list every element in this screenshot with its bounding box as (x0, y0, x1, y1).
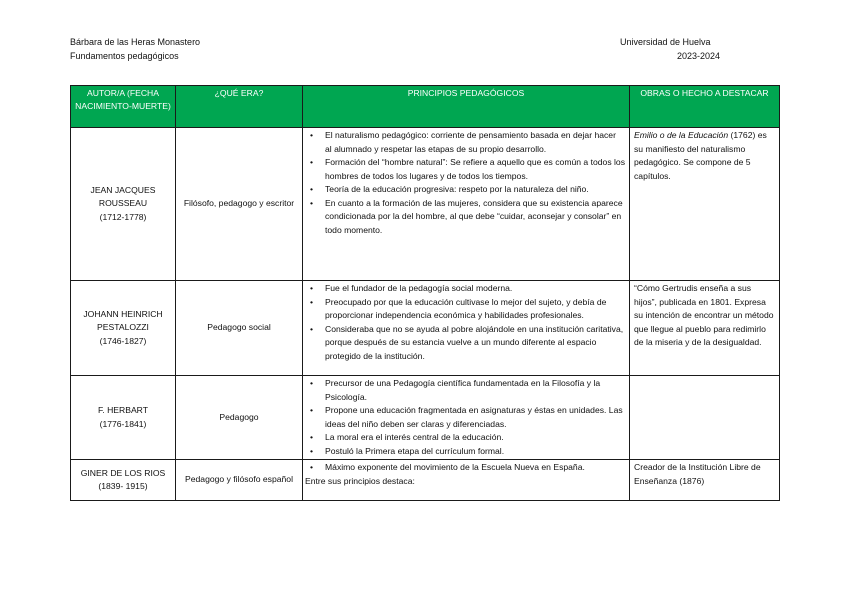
column-header-works: OBRAS O HECHO A DESTACAR (630, 86, 780, 128)
author-name: GINER DE LOS RIOS (80, 467, 166, 478)
principle-item: • La moral era el interés central de la educación. (325, 431, 625, 445)
header-left (70, 35, 200, 63)
column-header-author: AUTOR/A (FECHA NACIMIENTO-MUERTE) (71, 86, 176, 128)
author-dates: (1776-1841) (99, 418, 147, 429)
works-cell (630, 376, 780, 460)
principles-list (305, 129, 625, 237)
column-header-principles: PRINCIPIOS PEDAGÓGICOS (303, 86, 630, 128)
author-cell (71, 376, 176, 460)
table-row (71, 376, 780, 460)
author-cell (71, 128, 176, 281)
principles-list (305, 377, 625, 458)
principle-item: • Propone una educación fragmentada en asignaturas y éstas en unidades. Las ideas del niño deben ser claras y diferenciadas. (325, 404, 625, 431)
work-title: Emilio o de la Educación (634, 130, 729, 140)
header-year: 2023-2024 (676, 51, 720, 61)
table-header-row (71, 86, 780, 128)
author-cell (71, 281, 176, 376)
principle-item: • Teoría de la educación progresiva: respeto por la naturaleza del niño. (325, 183, 625, 197)
principle-item: • En cuanto a la formación de las mujeres, considera que su existencia aparece condicionada por la del hombre, al que debe “cuidar, aconsejar y consolar” en todo momento. (325, 197, 625, 238)
principle-item: • Máximo exponente del movimiento de la Escuela Nueva en España. (325, 461, 625, 475)
header-subject: Fundamentos pedagógicos (70, 51, 179, 61)
principle-item: • Formación del “hombre natural”: Se refiere a aquello que es común a todos los hombres de todos los lugares y de todos los tiempos. (325, 156, 625, 183)
principles-cell (303, 128, 630, 281)
role-cell: Filósofo, pedagogo y escritor (176, 128, 303, 281)
header-university: Universidad de Huelva (620, 37, 711, 47)
table-row (71, 460, 780, 501)
table-row (71, 128, 780, 281)
principle-item: • Fue el fundador de la pedagogía social moderna. (325, 282, 625, 296)
work-text: (1762) es su manifiesto del naturalismo pedagógico. Se compone de 5 capítulos. (634, 130, 767, 181)
role-cell: Pedagogo (176, 376, 303, 460)
author-dates: (1746-1827) (99, 335, 147, 346)
principle-item: • El naturalismo pedagógico: corriente de pensamiento basada en dejar hacer al alumnado y respetar las etapas de su propio desarrollo. (325, 129, 625, 156)
principle-item: • Preocupado por que la educación cultivase lo mejor del sujeto, y debía de proporcionar independencia económica y habilidades profesionales. (325, 296, 625, 323)
author-name: F. HERBART (98, 405, 148, 415)
principles-cell (303, 376, 630, 460)
works-cell: Creador de la Institución Libre de Enseñanza (1876) (630, 460, 780, 501)
principles-list (305, 461, 625, 475)
principles-cell (303, 281, 630, 376)
pedagogues-table (70, 85, 780, 501)
role-cell: Pedagogo y filósofo español (176, 460, 303, 501)
work-text: “Cómo Gertrudis enseña a sus hijos”, publicada en 1801. Expresa su intención de encontrar un método que llegue al pueblo para redimirlo de la miseria y de la desigualdad. (634, 283, 774, 347)
author-name: JOHANN HEINRICH PESTALOZZI (83, 308, 163, 333)
author-cell (71, 460, 176, 501)
author-name: JEAN JACQUES ROUSSEAU (90, 184, 156, 209)
column-header-what: ¿QUÉ ERA? (176, 86, 303, 128)
role-cell: Pedagogo social (176, 281, 303, 376)
table-row (71, 281, 780, 376)
principle-item: • Precursor de una Pedagogía científica fundamentada en la Filosofía y la Psicología. (325, 377, 625, 404)
works-cell (630, 281, 780, 376)
author-dates: (1712-1778) (99, 211, 147, 222)
header-author: Bárbara de las Heras Monastero (70, 37, 201, 47)
principles-list (305, 282, 625, 363)
principles-cell (303, 460, 630, 501)
principle-item: • Consideraba que no se ayuda al pobre alojándole en una institución caritativa, porque después de su estancia vuelve a un mundo diferente al espacio protegido de la institución. (325, 323, 625, 364)
header-right (620, 35, 720, 63)
works-cell (630, 128, 780, 281)
principles-note: Entre sus principios destaca: (305, 475, 415, 486)
principle-item: • Postuló la Primera etapa del currículum formal. (325, 445, 625, 459)
author-dates: (1839- 1915) (98, 481, 148, 491)
